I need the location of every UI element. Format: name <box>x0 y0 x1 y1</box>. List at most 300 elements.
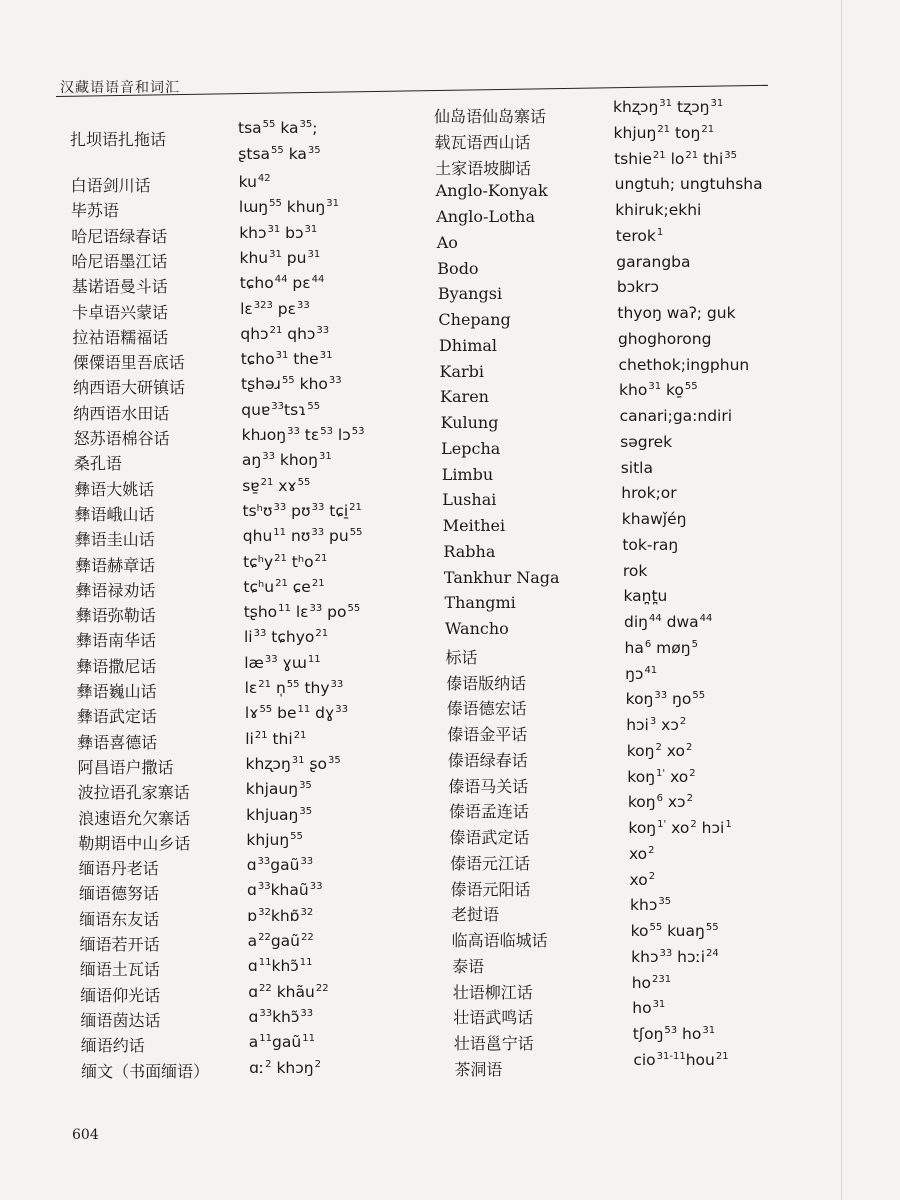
language-name: 傣语武定话 <box>449 828 530 847</box>
form-segment: lɛ <box>240 299 253 318</box>
word-form <box>626 690 705 708</box>
word-form <box>630 896 671 914</box>
form-segment: ŋo <box>667 690 692 709</box>
form-segment: tsa <box>238 119 262 137</box>
word-form <box>615 201 701 219</box>
word-form <box>247 881 322 899</box>
form-segment: hɔːi <box>672 947 705 966</box>
tone-mark: 55 <box>307 400 321 412</box>
tone-mark: 55 <box>347 603 361 615</box>
language-name: 彝语禄劝话 <box>75 580 156 600</box>
form-segment: a <box>248 1033 259 1052</box>
tone-mark: 21 <box>701 123 715 135</box>
tone-mark: 21 <box>314 552 328 564</box>
form-segment: læ <box>244 653 264 672</box>
form-segment: ɒ <box>247 906 258 925</box>
language-name: 彝语圭山话 <box>74 530 155 550</box>
language-name: 彝语弥勒话 <box>75 606 156 626</box>
form-segment: hɔi <box>696 819 725 837</box>
form-segment: khɔ <box>239 223 267 242</box>
word-form <box>249 1059 321 1077</box>
word-form <box>633 1025 715 1043</box>
tone-mark: 55 <box>269 198 282 210</box>
tone-mark: 2 <box>648 870 656 882</box>
form-segment: khu <box>239 248 269 267</box>
tone-mark: 2 <box>679 716 687 727</box>
word-form <box>622 510 687 528</box>
form-segment: tok-raŋ <box>622 535 679 554</box>
tone-mark: 21 <box>269 324 283 336</box>
tone-mark: 2 <box>314 1058 321 1070</box>
word-form <box>242 426 365 444</box>
form-segment: qhɔ <box>282 324 316 343</box>
tone-mark: 11 <box>259 1033 273 1045</box>
tone-mark: 33 <box>309 881 323 893</box>
tone-mark: 33 <box>257 856 271 868</box>
form-segment: khoŋ <box>274 451 318 470</box>
tone-mark: 42 <box>257 173 271 184</box>
language-name: 傣语版纳话 <box>446 673 527 693</box>
tone-mark: 6 <box>644 638 652 650</box>
form-segment: tʂhəɹ <box>241 375 281 394</box>
form-segment: pɛ <box>272 299 297 318</box>
language-name: 泰语 <box>452 956 485 976</box>
language-name: 勒期语中山乡话 <box>78 833 191 853</box>
tone-mark: 2 <box>648 844 655 856</box>
page-number: 604 <box>72 1127 99 1143</box>
tone-mark: 55 <box>281 375 295 387</box>
tone-mark: 55 <box>271 145 284 156</box>
word-form <box>614 150 737 168</box>
word-form <box>246 755 341 773</box>
form-segment: xo <box>628 844 648 863</box>
form-segment: tɕho <box>239 274 274 293</box>
tone-mark: 21 <box>293 729 307 741</box>
tone-mark: 44 <box>274 274 288 286</box>
form-segment: xɔ <box>656 716 679 734</box>
form-segment: ɑ <box>246 856 257 875</box>
form-segment: terok <box>615 226 656 245</box>
tone-mark: 1 <box>656 226 664 238</box>
language-name: Wancho <box>445 619 509 638</box>
tone-mark: 32 <box>258 906 271 918</box>
tone-mark: 21 <box>685 149 699 161</box>
word-form <box>245 730 306 748</box>
word-form <box>631 922 719 940</box>
language-name: 缅语约话 <box>80 1036 145 1056</box>
tone-mark: 33 <box>335 704 348 716</box>
form-segment: rok <box>622 561 648 580</box>
form-segment: ka <box>283 145 307 163</box>
form-segment: qhɔ <box>240 324 269 343</box>
form-segment: xɔ <box>662 793 686 812</box>
language-name: 壮语柳江话 <box>452 982 533 1002</box>
form-segment: khiruk;ekhi <box>615 201 702 219</box>
word-form <box>620 433 672 451</box>
form-segment: ha <box>624 638 644 657</box>
language-name: 浪速语允欠寨话 <box>78 808 191 828</box>
form-segment: li <box>244 628 253 647</box>
tone-mark: 21 <box>254 729 268 741</box>
language-name: 缅语德努话 <box>79 884 160 904</box>
language-name: 傣语绿春话 <box>447 750 528 770</box>
tone-mark: 33 <box>259 1007 273 1019</box>
form-segment: nʊ <box>286 527 311 546</box>
tone-mark: 21 <box>260 476 274 488</box>
form-segment: thy <box>299 679 330 697</box>
word-form <box>632 974 671 992</box>
form-segment: ungtuh; ungtuhsha <box>614 175 763 194</box>
language-name: 缅语茵达话 <box>80 1010 161 1030</box>
language-name: 基诺语曼斗话 <box>71 277 168 297</box>
word-form <box>241 375 342 393</box>
tone-mark: 21 <box>652 149 666 161</box>
form-segment: bɔ <box>280 223 304 242</box>
language-name: Tankhur Naga <box>443 567 560 587</box>
tone-mark: 55 <box>692 690 706 702</box>
word-form <box>627 742 693 760</box>
word-form <box>240 249 321 267</box>
form-segment: kan̪t̪u <box>623 587 668 606</box>
form-segment: tshie <box>614 149 652 168</box>
language-name: 傣语德宏话 <box>446 699 527 719</box>
tone-mark: 33 <box>297 299 310 311</box>
form-segment: gaũ <box>272 1033 302 1052</box>
language-name: 傣语元阳话 <box>450 879 531 899</box>
form-segment: møŋ <box>651 638 691 657</box>
language-name: 哈尼语墨江话 <box>71 251 168 271</box>
language-name: 彝语赫章话 <box>75 555 156 575</box>
tone-mark: 31-11 <box>656 1050 686 1062</box>
word-form <box>623 587 667 605</box>
form-segment: ʂo <box>304 754 328 773</box>
form-segment: ; <box>312 119 318 137</box>
form-segment: ɣɯ <box>277 653 307 672</box>
tone-mark: 33 <box>316 324 330 336</box>
word-form <box>627 768 695 786</box>
tone-mark: 35 <box>724 149 737 161</box>
tone-mark: 55 <box>684 381 698 393</box>
language-name: 缅语若开话 <box>79 935 160 954</box>
form-segment: sitla <box>620 458 653 477</box>
word-form <box>247 856 313 874</box>
form-segment: tɕho <box>240 350 275 369</box>
form-segment: xɤ <box>273 476 297 495</box>
tone-mark: 33 <box>264 653 278 665</box>
tone-mark: 44 <box>311 274 325 286</box>
tone-mark: 33 <box>287 426 300 437</box>
word-form <box>624 613 712 631</box>
form-segment: khɔŋ <box>271 1058 314 1077</box>
tone-mark: 55 <box>290 830 303 842</box>
word-form <box>619 356 750 374</box>
form-segment: hou <box>685 1050 715 1069</box>
form-segment: ko̱ <box>661 381 684 400</box>
tone-mark: 33 <box>300 1007 314 1019</box>
form-segment: khaũ <box>270 881 309 900</box>
language-name: 白语剑川话 <box>70 176 151 195</box>
language-name: 临高语临城话 <box>451 931 548 950</box>
tone-mark: 41 <box>644 664 658 676</box>
word-form <box>247 907 313 925</box>
tone-mark: 2 <box>265 1058 272 1070</box>
language-name: 哈尼语绿春话 <box>71 226 168 246</box>
form-segment: khɔ̃ <box>271 957 299 976</box>
language-name: 载瓦语西山话 <box>434 132 531 152</box>
form-segment: səgrek <box>620 432 673 451</box>
tone-mark: 33 <box>654 690 668 702</box>
tone-mark: 31 <box>275 350 289 362</box>
form-segment: ho <box>631 973 651 992</box>
tone-mark: 2 <box>685 741 693 753</box>
form-segment: khɔ <box>630 896 658 915</box>
word-form <box>632 999 665 1017</box>
word-form <box>239 198 339 216</box>
word-form <box>616 227 663 245</box>
tone-mark: 53 <box>664 1025 678 1036</box>
form-segment: xo <box>665 767 689 786</box>
tone-mark: 35 <box>328 754 341 766</box>
word-form <box>615 175 763 193</box>
tone-mark: 31 <box>648 381 662 393</box>
language-name: Lushai <box>442 490 497 510</box>
tone-mark: 55 <box>297 476 311 488</box>
tone-mark: 31 <box>291 754 305 766</box>
language-name: Lepcha <box>441 438 501 458</box>
form-segment: garangba <box>616 252 691 271</box>
word-form <box>241 401 320 419</box>
tone-mark: 33 <box>300 856 314 868</box>
language-name: 彝语大姚话 <box>74 479 155 499</box>
form-segment: xo <box>666 819 690 837</box>
language-name: Ao <box>436 232 458 252</box>
word-form <box>241 350 333 368</box>
tone-mark: 2 <box>686 793 693 805</box>
form-segment: pɛ <box>287 274 311 293</box>
language-name: 卡卓语兴蒙话 <box>72 302 169 322</box>
form-segment: khãu <box>271 982 315 1001</box>
tone-mark: 55 <box>649 922 663 933</box>
language-name: 毕苏语 <box>70 201 119 221</box>
language-name: 傣语金平话 <box>447 725 528 744</box>
tone-mark: 31 <box>702 1025 716 1036</box>
language-name: 壮语武鸣话 <box>453 1008 534 1028</box>
form-segment: bɔkrɔ <box>616 278 660 297</box>
tone-mark: 33 <box>330 679 344 690</box>
language-name: 傣语马关话 <box>448 776 529 796</box>
form-segment: a <box>247 932 258 950</box>
word-form <box>246 831 303 849</box>
tone-mark: 11 <box>278 603 291 615</box>
tone-mark: 22 <box>258 932 271 943</box>
word-form <box>238 119 318 137</box>
language-name: 茶洞语 <box>454 1059 503 1079</box>
form-segment: tɕhyo <box>266 628 315 647</box>
form-segment: ho <box>677 1025 702 1043</box>
form-segment: dwa <box>661 613 699 631</box>
language-name: 缅文（书面缅语） <box>81 1061 210 1081</box>
language-name: 扎坝语扎拖话 <box>70 130 167 149</box>
form-segment: ghoghorong <box>617 329 712 348</box>
word-form <box>245 704 348 722</box>
tone-mark: 33 <box>273 501 287 513</box>
tone-mark: 55 <box>259 704 273 716</box>
tone-mark: 31 <box>304 223 318 235</box>
tone-mark: 35 <box>658 896 672 908</box>
form-segment: xo <box>661 741 685 760</box>
tone-mark: 3 <box>649 716 657 727</box>
tone-mark: 31 <box>307 248 321 260</box>
language-name: 傣语孟连话 <box>448 802 529 822</box>
word-form <box>628 793 693 811</box>
word-form <box>243 578 324 596</box>
tone-mark: 33 <box>311 501 325 513</box>
tone-mark: 11 <box>302 1033 315 1045</box>
form-segment: be <box>272 704 297 723</box>
form-segment: ʂtsa <box>238 145 271 163</box>
form-segment: ho <box>632 999 652 1018</box>
word-form <box>244 603 361 621</box>
tone-mark: 32 <box>300 906 314 918</box>
tone-mark: 1' <box>657 819 667 830</box>
language-name: Anglo-Lotha <box>436 207 535 226</box>
tone-mark: 44 <box>699 613 713 624</box>
word-form <box>626 716 686 734</box>
word-form <box>240 300 310 318</box>
language-name: Karbi <box>439 361 484 381</box>
form-segment: khjauŋ <box>245 780 299 799</box>
tone-mark: 22 <box>259 982 272 994</box>
language-name: 缅语土瓦话 <box>79 960 160 980</box>
language-name: Bodo <box>437 258 479 278</box>
word-form <box>243 502 362 520</box>
form-segment: khʐɔŋ <box>613 98 659 116</box>
tone-mark: 35 <box>307 145 321 156</box>
language-name: 标话 <box>445 647 478 667</box>
word-form <box>613 98 723 116</box>
word-form <box>629 845 655 863</box>
form-segment: li <box>245 729 254 748</box>
form-segment: koŋ <box>628 819 657 837</box>
word-form <box>249 1008 314 1026</box>
word-form <box>238 145 320 163</box>
language-name: 阿昌语户撒话 <box>77 757 174 777</box>
form-segment: hɔi <box>626 716 649 734</box>
tone-mark: 11 <box>258 957 272 969</box>
form-segment: tsʰʊ <box>242 501 273 520</box>
language-name: Karen <box>440 387 489 407</box>
word-form <box>621 484 676 502</box>
form-segment: cio <box>633 1050 656 1069</box>
word-form <box>617 278 659 296</box>
language-name: 仙岛语仙岛寨话 <box>434 107 547 126</box>
form-segment: tɕi̱ <box>324 501 349 520</box>
tone-mark: 31 <box>659 98 673 109</box>
form-segment: diŋ <box>624 613 648 631</box>
language-name: 缅语东友话 <box>79 909 160 929</box>
tone-mark: 55 <box>262 119 276 130</box>
tone-mark: 2 <box>690 819 697 830</box>
form-segment: ɑ <box>248 982 259 1001</box>
tone-mark: 35 <box>299 119 313 130</box>
word-form <box>616 253 690 271</box>
word-form <box>623 562 648 580</box>
word-form <box>243 527 363 545</box>
tone-mark: 31 <box>710 98 724 109</box>
tone-mark: 6 <box>656 793 663 805</box>
tone-mark: 21 <box>657 123 671 135</box>
language-name: 桑孔语 <box>73 454 122 474</box>
form-segment: khɔ <box>631 947 659 966</box>
form-segment: koŋ <box>625 690 654 709</box>
language-name: 缅语丹老话 <box>78 859 159 879</box>
tone-mark: 53 <box>320 426 333 437</box>
form-segment: tɕʰu <box>243 577 275 596</box>
word-form <box>631 948 719 966</box>
form-segment: canari;ga:ndiri <box>619 407 733 425</box>
form-segment: ko <box>630 922 649 940</box>
form-segment: lɯŋ <box>238 198 269 217</box>
form-segment: ka <box>275 119 299 137</box>
tone-mark: 21 <box>274 552 287 564</box>
tone-mark: 22 <box>315 982 329 994</box>
form-segment: pu <box>324 527 349 546</box>
word-form <box>248 983 328 1001</box>
tone-mark: 31 <box>269 248 282 260</box>
word-form <box>625 639 698 657</box>
tone-mark: 31 <box>319 451 332 463</box>
form-segment: quɐ <box>241 400 271 419</box>
tone-mark: 33 <box>309 603 323 615</box>
language-name: Thangmi <box>444 593 516 613</box>
form-segment: khjuŋ <box>246 830 290 849</box>
form-segment: ɑ <box>247 881 257 900</box>
word-form <box>242 451 332 469</box>
form-segment: thi <box>267 729 293 748</box>
form-segment: khʐɔŋ <box>245 754 291 773</box>
form-segment: qhu <box>242 527 273 546</box>
word-form <box>620 407 732 425</box>
form-segment: chethok;ingphun <box>618 355 750 374</box>
language-name: 傣语元江话 <box>449 853 530 873</box>
word-form <box>244 654 320 672</box>
tone-mark: 21 <box>311 577 325 589</box>
form-segment: dɣ <box>310 704 335 723</box>
word-form <box>625 665 657 683</box>
word-form <box>246 780 312 798</box>
tone-mark: 1 <box>725 819 732 830</box>
tone-mark: 33 <box>271 400 284 412</box>
form-segment: aŋ <box>241 451 262 470</box>
word-form <box>617 304 735 322</box>
tone-mark: 21 <box>315 628 329 640</box>
tone-mark: 11 <box>307 653 321 665</box>
form-segment: lɔ <box>332 426 351 444</box>
form-segment: n̩ <box>271 679 286 697</box>
form-segment: xo <box>629 870 648 889</box>
form-segment: tɕʰy <box>243 552 274 571</box>
form-segment: tʂho <box>243 603 278 622</box>
language-name: 波拉语孔家寨话 <box>77 783 190 803</box>
tone-mark: 31 <box>326 198 339 210</box>
language-name: Limbu <box>441 464 494 484</box>
form-segment: ŋɔ <box>625 664 644 683</box>
word-form <box>619 381 698 399</box>
form-segment: koŋ <box>626 741 655 760</box>
language-name: 纳西语大研镇话 <box>73 378 186 398</box>
language-name: 彝语巍山话 <box>76 682 157 701</box>
form-segment: khjuaŋ <box>246 805 299 824</box>
